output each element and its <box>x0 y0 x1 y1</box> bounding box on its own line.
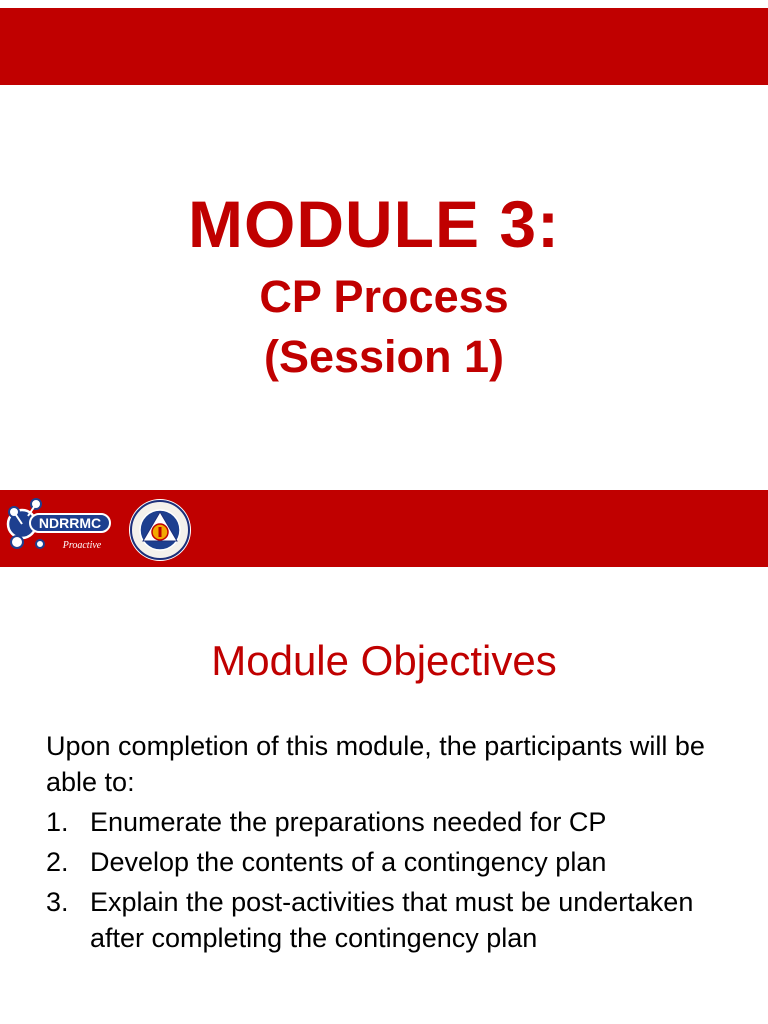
ndrrmc-logo-text: NDRRMC <box>38 515 102 531</box>
module-subtitle-line1: CP Process <box>259 271 509 322</box>
ndrrmc-logo-icon <box>4 494 116 562</box>
list-item-text: Enumerate the preparations needed for CP <box>90 807 607 837</box>
list-item-number: 1. <box>46 807 69 837</box>
top-red-band <box>0 8 768 85</box>
dnd-seal-icon <box>126 497 194 563</box>
list-item-text: Explain the post-activities that must be undertaken after completing the contingency plan <box>90 887 694 953</box>
list-item <box>46 884 746 956</box>
ndrrmc-logo-tagline: Proactive <box>62 540 102 551</box>
objectives-list <box>46 804 746 956</box>
objectives-intro: Upon completion of this module, the participants will be able to: <box>46 731 705 797</box>
list-item-number: 3. <box>46 887 69 917</box>
list-item-number: 2. <box>46 847 69 877</box>
module-subtitle-line2: (Session 1) <box>263 331 505 382</box>
list-item <box>46 804 746 840</box>
objectives-body <box>46 728 746 960</box>
list-item <box>46 844 746 880</box>
list-item-text: Develop the contents of a contingency plan <box>90 847 607 877</box>
module-objectives-heading: Module Objectives <box>211 637 557 684</box>
module-title: MODULE 3: <box>188 187 560 261</box>
